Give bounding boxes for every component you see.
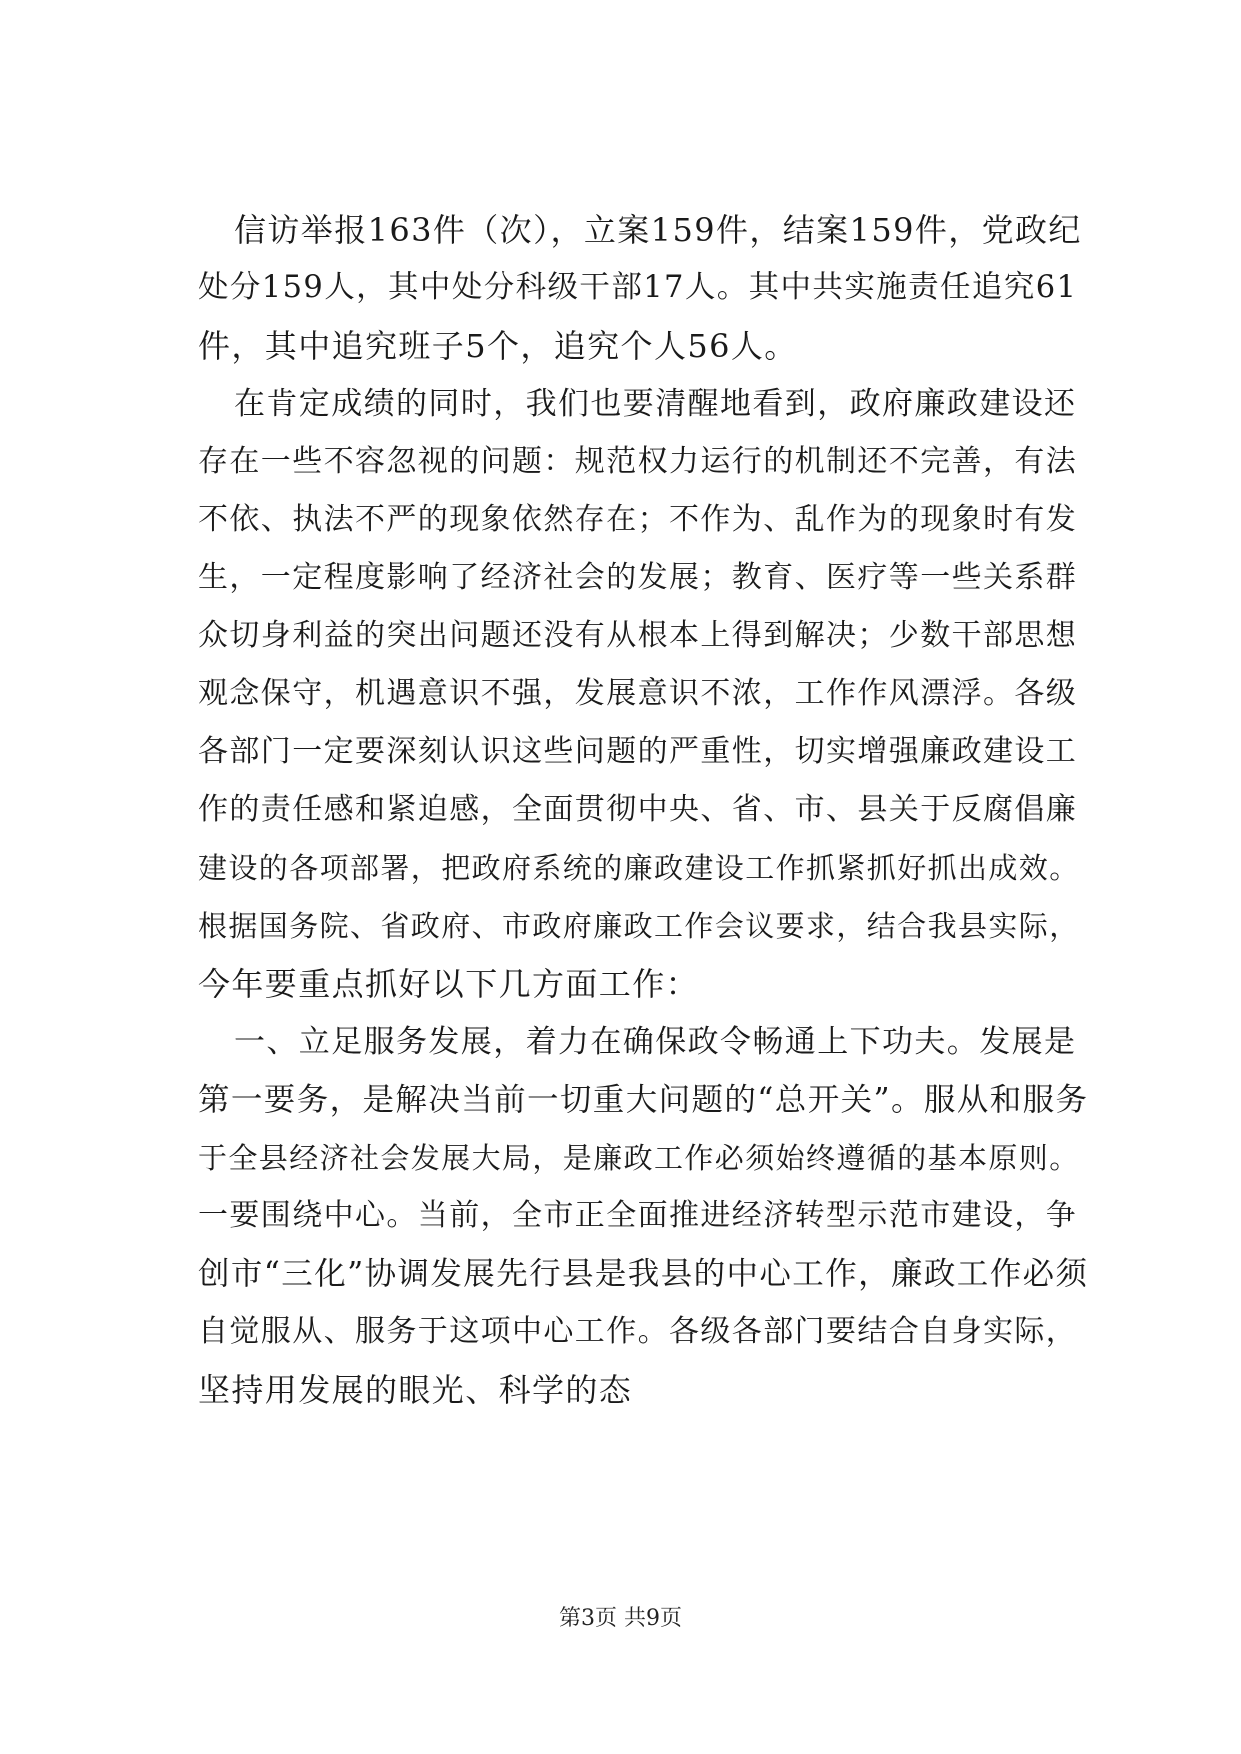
text-line: 建设的各项部署，把政府系统的廉政建设工作抓紧抓好抓出成效。 <box>198 851 1080 885</box>
text-line: 不依、执法不严的现象依然存在；不作为、乱作为的现象时有发 <box>198 502 1078 537</box>
text-line: 处分159人，其中处分科级干部17人。其中共实施责任追究61 <box>198 270 1078 305</box>
text-line: 今年要重点抓好以下几方面工作： <box>198 965 700 1003</box>
text-line: 第一要务，是解决当前一切重大问题的“总开关”。服从和服务 <box>198 1082 1089 1118</box>
text-line: 在肯定成绩的同时，我们也要清醒地看到，政府廉政建设还 <box>234 386 1077 422</box>
text-line: 观念保守，机遇意识不强，发展意识不浓，工作作风漂浮。各级 <box>198 676 1078 711</box>
text-line: 自觉服从、服务于这项中心工作。各级各部门要结合自身实际， <box>198 1314 1078 1349</box>
text-line: 存在一些不容忽视的问题：规范权力运行的机制还不完善，有法 <box>198 444 1078 479</box>
text-line: 根据国务院、省政府、市政府廉政工作会议要求，结合我县实际， <box>198 909 1080 943</box>
text-line: 创市“三化”协调发展先行县是我县的中心工作，廉政工作必须 <box>198 1256 1089 1292</box>
text-line: 一、立足服务发展，着力在确保政令畅通上下功夫。发展是 <box>234 1024 1077 1060</box>
text-line: 作的责任感和紧迫感，全面贯彻中央、省、市、县关于反腐倡廉 <box>198 792 1078 827</box>
text-line: 各部门一定要深刻认识这些问题的严重性，切实增强廉政建设工 <box>198 734 1078 769</box>
text-line: 件，其中追究班子5个，追究个人56人。 <box>198 327 798 365</box>
text-line: 生，一定程度影响了经济社会的发展；教育、医疗等一些关系群 <box>198 560 1078 595</box>
text-line: 坚持用发展的眼光、科学的态 <box>198 1371 633 1409</box>
text-line: 一要围绕中心。当前，全市正全面推进经济转型示范市建设，争 <box>198 1198 1078 1233</box>
text-line: 信访举报163件（次），立案159件，结案159件，党政纪 <box>234 211 1082 249</box>
text-line: 于全县经济社会发展大局，是廉政工作必须始终遵循的基本原则。 <box>198 1141 1080 1175</box>
page-number-footer: 第3页 共9页 <box>559 1606 682 1631</box>
text-line: 众切身利益的突出问题还没有从根本上得到解决；少数干部思想 <box>198 618 1078 653</box>
